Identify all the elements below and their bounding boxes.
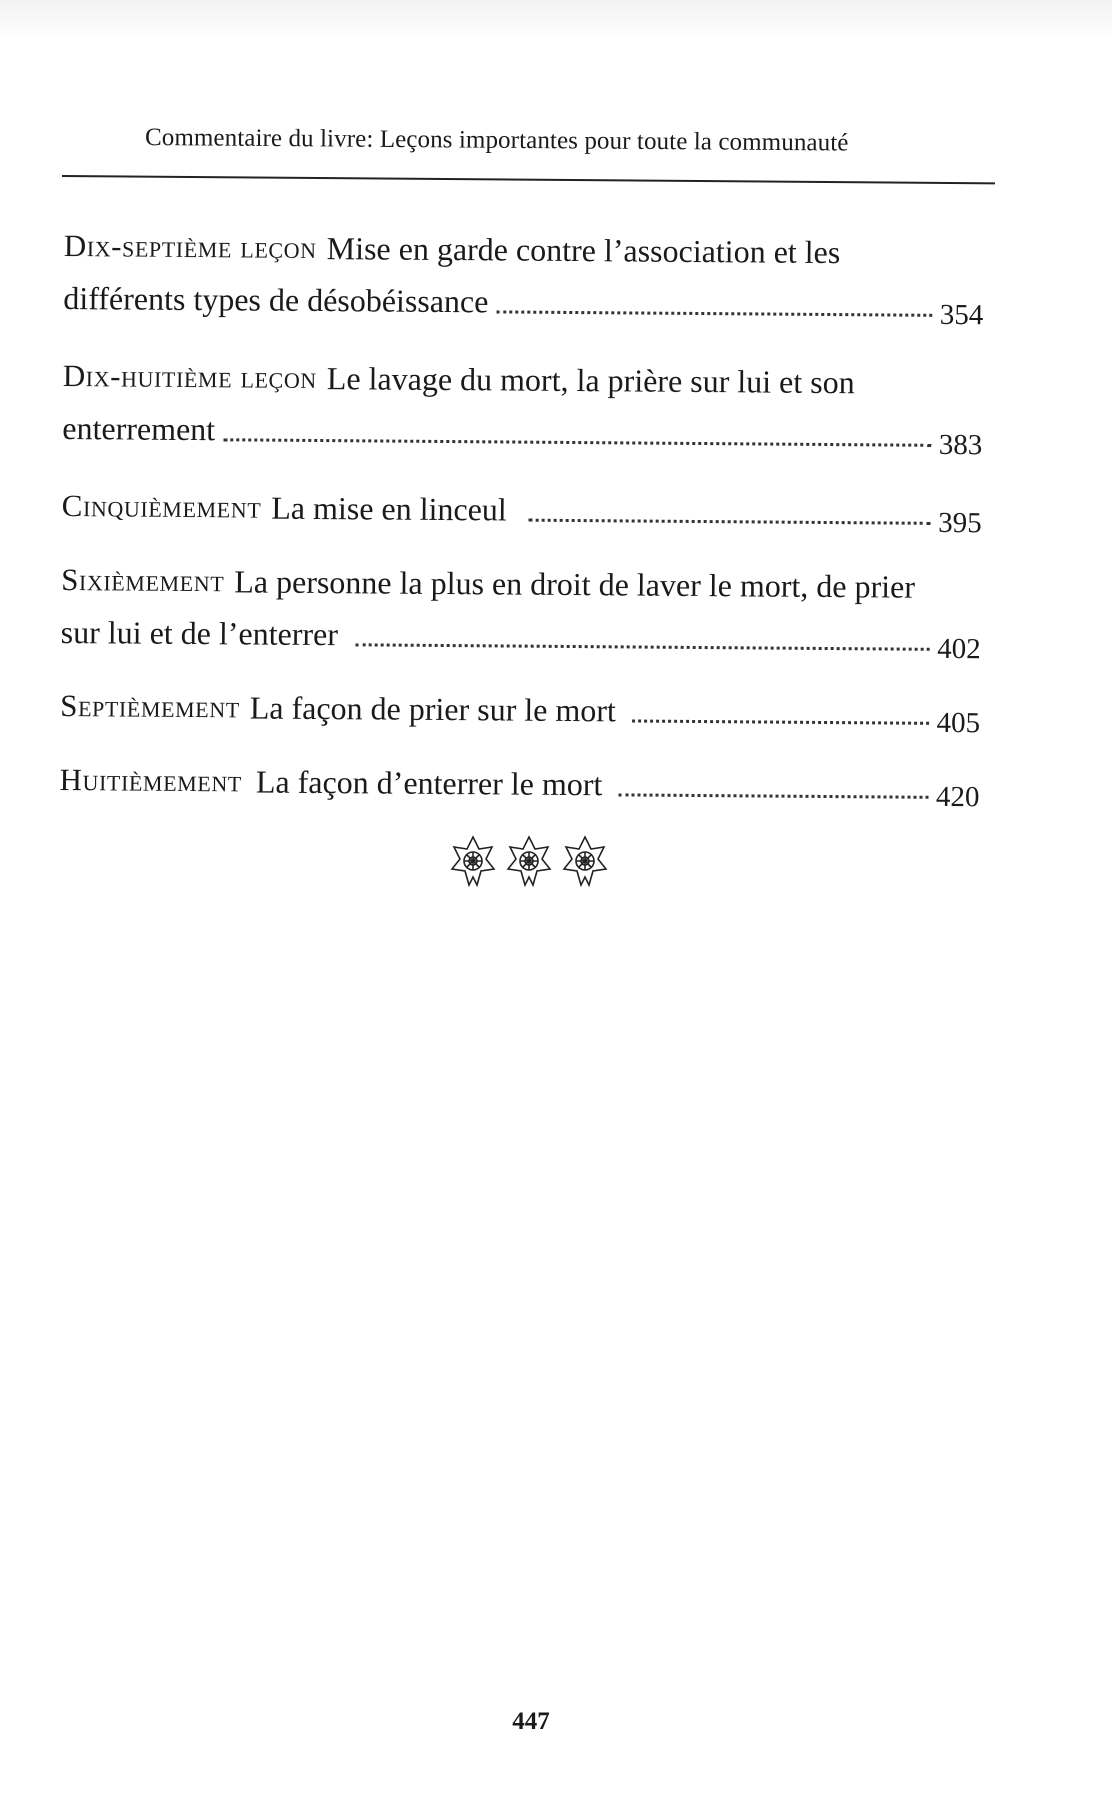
dot-leader bbox=[632, 718, 929, 724]
toc-entry-title: La mise en linceul bbox=[271, 489, 507, 528]
toc-page-number: 383 bbox=[938, 428, 983, 462]
toc-entry[interactable] bbox=[60, 680, 980, 739]
toc-page-number: 354 bbox=[939, 298, 984, 332]
toc-entry-line-1 bbox=[59, 754, 979, 813]
toc-entry-title: Mise en garde contre l’association et les bbox=[326, 230, 841, 271]
toc-entry-lead: Septièmement bbox=[60, 687, 240, 725]
toc-entry-line-1 bbox=[64, 220, 984, 279]
toc-entry[interactable] bbox=[61, 554, 982, 665]
toc-entry[interactable] bbox=[62, 350, 983, 461]
running-header: Commentaire du livre: Leçons importantes pour toute la communauté bbox=[144, 124, 849, 157]
toc-entry[interactable] bbox=[59, 754, 979, 813]
flower-ornament-icon bbox=[450, 835, 496, 891]
flower-ornament-icon bbox=[506, 835, 552, 891]
toc-entry-line-2 bbox=[61, 606, 981, 665]
dot-leader bbox=[618, 792, 928, 798]
toc-entry-title: La façon de prier sur le mort bbox=[249, 689, 617, 729]
toc-entry-title-continued: enterrement bbox=[62, 409, 216, 448]
dot-leader bbox=[496, 309, 931, 316]
toc-entry-title: Le lavage du mort, la prière sur lui et son bbox=[326, 360, 855, 401]
toc-entry[interactable] bbox=[62, 480, 982, 539]
toc-entry-title: La personne la plus en droit de laver le mort, de prier bbox=[234, 563, 916, 605]
toc-entry-line-1 bbox=[60, 680, 980, 739]
toc-entry-lead: Huitièmement bbox=[59, 761, 243, 799]
toc-entry[interactable] bbox=[63, 220, 984, 331]
toc-page-number: 395 bbox=[938, 506, 982, 540]
page-top-shade bbox=[0, 0, 1112, 40]
toc-entry-title: La façon d’enterrer le mort bbox=[255, 763, 603, 803]
toc-entry-line-1 bbox=[61, 554, 981, 613]
header-rule bbox=[62, 175, 995, 184]
toc-entry-title-continued: différents types de désobéissance bbox=[63, 279, 489, 320]
toc-entry-title-continued: sur lui et de l’enterrer bbox=[60, 613, 339, 653]
toc-entry-lead: Cinquièmement bbox=[61, 487, 262, 525]
dot-leader bbox=[529, 518, 930, 525]
page-number: 447 bbox=[512, 1708, 550, 1735]
toc-entry-line-1 bbox=[62, 480, 982, 539]
toc-entry-lead: Dix-huitième leçon bbox=[62, 357, 318, 395]
toc-entry-lead: Dix-septième leçon bbox=[63, 227, 317, 265]
flower-ornament-icon bbox=[562, 835, 608, 891]
dot-leader bbox=[356, 642, 929, 651]
toc-page-number: 420 bbox=[935, 780, 980, 814]
toc-page-number: 402 bbox=[937, 632, 981, 666]
toc-page-number: 405 bbox=[936, 706, 981, 740]
toc-entry-line-2 bbox=[63, 272, 983, 331]
dot-leader bbox=[223, 437, 931, 447]
toc-entry-line-1 bbox=[63, 350, 983, 409]
section-end-ornament bbox=[450, 835, 608, 891]
table-of-contents bbox=[59, 220, 984, 813]
toc-entry-line-2 bbox=[62, 402, 982, 461]
toc-entry-lead: Sixièmement bbox=[61, 561, 225, 599]
